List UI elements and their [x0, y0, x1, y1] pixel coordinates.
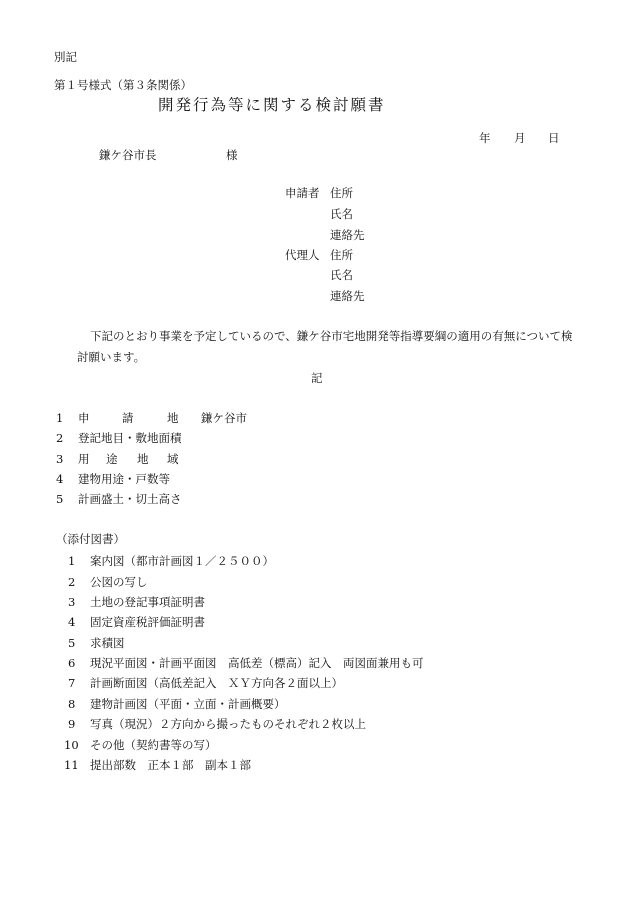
attachment-number: 5	[68, 636, 76, 650]
item-3-char-4: 域	[167, 452, 179, 466]
agent-address-label: 住所	[330, 248, 353, 262]
attachment-number: 11	[64, 758, 79, 772]
item-5-label: 計画盛土・切土高さ	[78, 492, 182, 506]
agent-role: 代理人	[285, 248, 320, 262]
attachment-text: 案内図（都市計画図１／２５００）	[90, 554, 274, 568]
attachment-number: 3	[68, 595, 76, 609]
date-month-label: 月	[514, 131, 526, 145]
attachment-number: 1	[68, 554, 76, 568]
document-title: 開発行為等に関する検討願書	[158, 96, 386, 114]
ki-heading: 記	[311, 371, 323, 385]
date-day-label: 日	[548, 131, 560, 145]
item-2-number: 2	[56, 431, 64, 445]
item-4-number: 4	[56, 472, 64, 486]
date-year-label: 年	[479, 131, 491, 145]
attachment-text: 写真（現況）２方向から撮ったものそれぞれ２枚以上	[90, 717, 366, 731]
attachment-text: 固定資産税評価証明書	[90, 615, 205, 629]
item-1-number: 1	[56, 411, 64, 425]
attachment-text: 現況平面図・計画平面図 高低差（標高）記入 両図面兼用も可	[90, 656, 424, 670]
attachment-number: 4	[68, 615, 76, 629]
attachment-number: 6	[68, 656, 76, 670]
attachment-text: 公図の写し	[90, 575, 148, 589]
item-3-number: 3	[56, 452, 64, 466]
attachment-text: 建物計画図（平面・立面・計画概要）	[90, 697, 286, 711]
attachment-text: 求積図	[90, 636, 125, 650]
attachment-number: 8	[68, 697, 76, 711]
attachment-number: 7	[68, 676, 76, 690]
attachment-text: 提出部数 正本１部 副本１部	[90, 758, 251, 772]
item-3-char-2: 途	[106, 452, 118, 466]
item-3-char-1: 用	[78, 452, 90, 466]
body-line-1: 下記のとおり事業を予定しているので、鎌ケ谷市宅地開発等指導要綱の適用の有無について検	[90, 329, 573, 343]
item-1-char-2: 請	[122, 411, 134, 425]
agent-contact-label: 連絡先	[330, 289, 365, 303]
attachment-number: 9	[68, 717, 76, 731]
item-5-number: 5	[56, 492, 64, 506]
addressee: 鎌ケ谷市長	[99, 148, 157, 162]
body-line-2: 討願います。	[77, 350, 146, 364]
attachment-text: 計画断面図（高低差記入 ＸＹ方向各２面以上）	[90, 676, 343, 690]
applicant-role: 申請者	[285, 186, 320, 200]
applicant-contact-label: 連絡先	[330, 228, 365, 242]
item-1-value: 鎌ケ谷市	[201, 411, 247, 425]
agent-name-label: 氏名	[330, 268, 353, 282]
annex-label: 別記	[54, 50, 77, 64]
attachments-heading: （添付図書）	[56, 532, 125, 546]
item-3-char-3: 地	[137, 452, 149, 466]
item-2-label: 登記地目・敷地面積	[78, 431, 182, 445]
item-4-label: 建物用途・戸数等	[78, 472, 170, 486]
item-1-char-1: 申	[78, 411, 90, 425]
item-1-char-3: 地	[167, 411, 179, 425]
attachment-text: 土地の登記事項証明書	[90, 595, 205, 609]
attachment-number: 2	[68, 575, 76, 589]
addressee-honorific: 様	[226, 148, 238, 162]
attachment-text: その他（契約書等の写）	[90, 738, 217, 752]
form-number: 第１号様式（第３条関係）	[54, 78, 192, 92]
attachment-number: 10	[64, 738, 79, 752]
applicant-name-label: 氏名	[330, 207, 353, 221]
applicant-address-label: 住所	[330, 186, 353, 200]
